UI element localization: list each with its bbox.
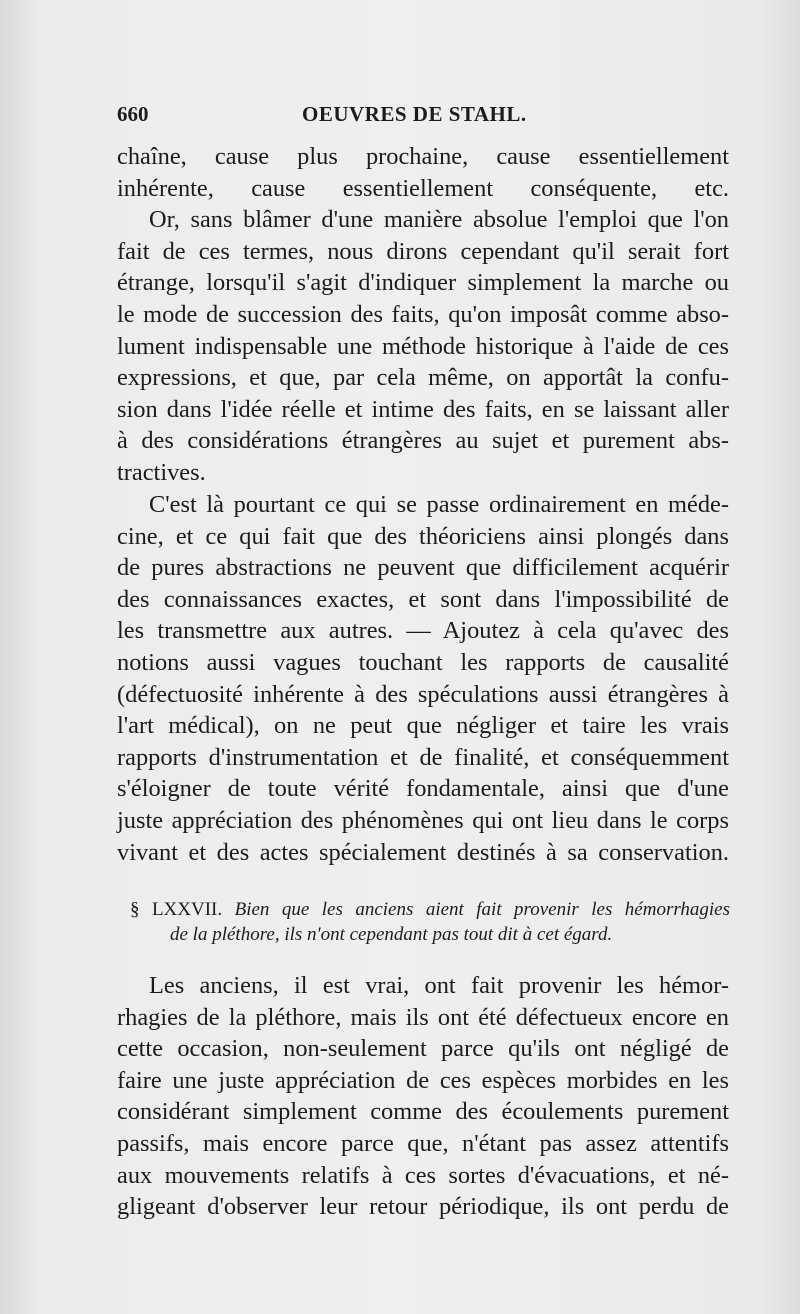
text-line: les transmettre aux autres. — Ajoutez à cela qu'avec des (117, 617, 729, 645)
text-line: expressions, et que, par cela même, on apportât la confu- (117, 364, 729, 392)
paragraph-block-1 (117, 141, 729, 489)
text-line: C'est là pourtant ce qui se passe ordinairement en méde- (149, 491, 729, 518)
paragraph-block-2 (117, 489, 729, 868)
section-heading-line-1 (130, 897, 730, 922)
running-title: OEUVRES DE STAHL. (302, 102, 527, 126)
text-line: passifs, mais encore parce que, n'étant pas assez attentifs (117, 1129, 729, 1157)
text-line: lument indispensable une méthode historique à l'aide de ces (117, 332, 729, 360)
page-number: 660 (117, 102, 149, 126)
text-line: cette occasion, non-seulement parce qu'ils ont négligé de (117, 1035, 729, 1063)
text-line: Or, sans blâmer d'une manière absolue l'emploi que l'on (149, 206, 729, 234)
text-line: gligeant d'observer leur retour périodique, ils ont perdu de (117, 1193, 729, 1221)
page-header (117, 100, 729, 130)
section-number: § LXXVII. (130, 899, 223, 920)
text-line: chaîne, cause plus prochaine, cause essentiellement (117, 143, 729, 170)
section-heading (130, 897, 730, 947)
text-line: sion dans l'idée réelle et intime des faits, en se laissant aller (117, 395, 729, 423)
section-title-part-1: Bien que les anciens aient fait provenir les hémorrhagies (234, 899, 731, 920)
text-line: des connaissances exactes, et sont dans l'impossibilité de (117, 585, 729, 613)
text-line: tractives. (117, 458, 206, 486)
text-line: (défectuosité inhérente à des spéculations aussi étrangères à (117, 680, 729, 708)
text-line: étrange, lorsqu'il s'agit d'indiquer simplement la marche ou (117, 269, 729, 297)
text-line: aux mouvements relatifs à ces sortes d'évacuations, et né- (117, 1161, 729, 1189)
section-title-part-2: de la pléthore, ils n'ont cependant pas tout dit à cet égard. (170, 924, 613, 945)
text-line: rapports d'instrumentation et de finalité, et conséquemment (117, 743, 729, 771)
paragraph-block-3 (117, 970, 729, 1223)
text-line: inhérente, cause essentiellement conséquente, etc. (117, 174, 729, 202)
text-line: fait de ces termes, nous dirons cependant qu'il serait fort (117, 237, 729, 265)
text-line: notions aussi vagues touchant les rapports de causalité (117, 648, 729, 676)
text-line: Les anciens, il est vrai, ont fait provenir les hémor- (149, 972, 729, 999)
text-line: à des considérations étrangères au sujet et purement abs- (117, 427, 729, 455)
text-line: le mode de succession des faits, qu'on imposât comme abso- (117, 300, 729, 328)
text-line: vivant et des actes spécialement destinés à sa conservation. (117, 838, 729, 866)
text-line: juste appréciation des phénomènes qui ont lieu dans le corps (117, 806, 729, 834)
text-line: l'art médical), on ne peut que négliger et taire les vrais (117, 712, 729, 740)
text-line: considérant simplement comme des écoulements purement (117, 1098, 729, 1126)
text-line: rhagies de la pléthore, mais ils ont été défectueux encore en (117, 1003, 729, 1031)
text-line: de pures abstractions ne peuvent que difficilement acquérir (117, 554, 729, 582)
text-line: faire une juste appréciation de ces espèces morbides en les (117, 1066, 729, 1094)
text-line: cine, et ce qui fait que des théoriciens ainsi plongés dans (117, 522, 729, 550)
text-line: s'éloigner de toute vérité fondamentale, ainsi que d'une (117, 775, 729, 803)
